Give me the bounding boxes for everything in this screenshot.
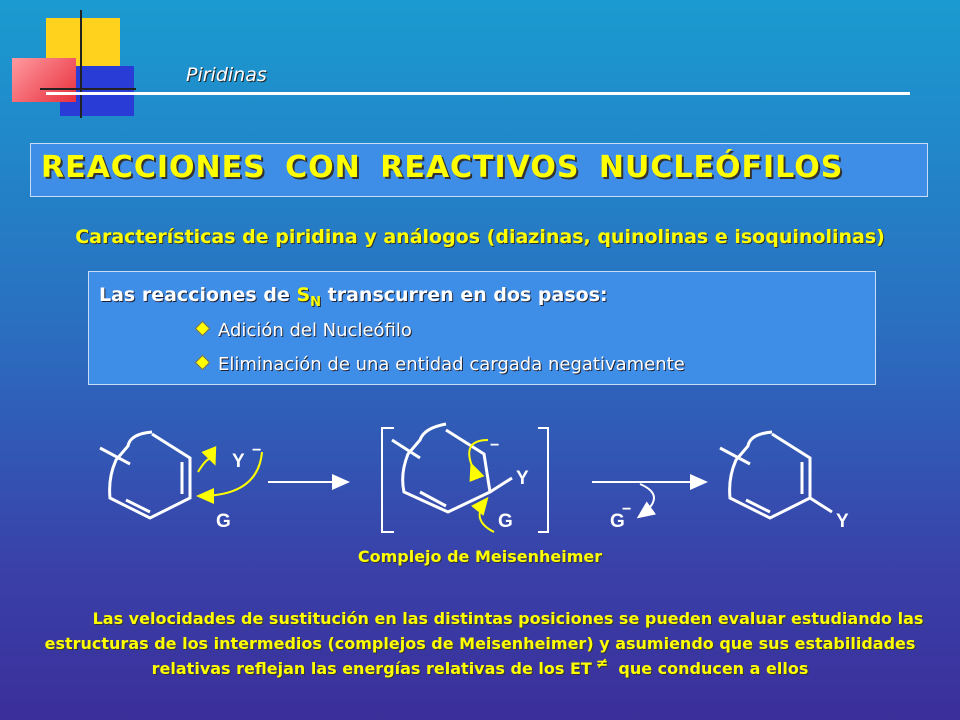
curved-arrow-leaving xyxy=(480,500,494,532)
product-substituent: Y xyxy=(836,511,849,532)
info-box xyxy=(88,271,876,385)
paragraph-line-1: Las velocidades de sustitución en las distintas posiciones se pueden evaluar estudiando las xyxy=(92,609,924,628)
decorative-logo xyxy=(0,0,140,120)
scheme-caption: Complejo de Meisenheimer xyxy=(357,547,603,566)
info-heading xyxy=(99,284,608,310)
expelled-ion-charge: − xyxy=(622,501,632,518)
diamond-bullet-icon xyxy=(195,321,211,337)
reactant-structure xyxy=(100,432,190,518)
reaction-scheme xyxy=(0,410,960,540)
reactant-leaving-group: G xyxy=(216,511,231,532)
bullet-text: Eliminación de una entidad cargada negativamente xyxy=(218,354,685,375)
header-divider xyxy=(46,92,910,95)
explanation-paragraph xyxy=(10,606,950,682)
intermediate-charge: − xyxy=(490,437,500,454)
bullet-text: Adición del Nucleófilo xyxy=(218,320,412,341)
slide-subtitle: Características de piridina y análogos (diazinas, quinolinas e isoquinolinas) xyxy=(75,226,885,248)
left-bracket xyxy=(382,428,394,532)
diamond-bullet-icon xyxy=(195,355,211,371)
title-banner xyxy=(30,143,928,197)
reactant-charge: − xyxy=(252,442,262,459)
bullet-item-elimination xyxy=(193,354,685,375)
bullet-item-addition xyxy=(193,320,412,341)
paragraph-line-3 xyxy=(10,656,950,682)
paragraph-line-3-post: que conducen a ellos xyxy=(618,659,809,678)
product-structure xyxy=(720,432,832,518)
sn-letter: S xyxy=(296,284,311,306)
sn-symbol xyxy=(296,284,322,310)
curved-arrow-expulsion xyxy=(640,484,654,516)
paragraph-line-3-pre: relativas reflejan las energías relativas de los ET xyxy=(151,659,592,678)
info-heading-pre: Las reacciones de xyxy=(99,284,297,306)
paragraph-line-2: estructuras de los intermedios (complejos de Meisenheimer) y asumiendo que sus estabilidades xyxy=(44,634,916,653)
info-heading-post: transcurren en dos pasos: xyxy=(321,284,608,306)
not-equal-symbol: ≠ xyxy=(595,654,609,672)
sn-subscript: N xyxy=(310,294,322,310)
intermediate-leaving: G xyxy=(498,511,513,532)
right-bracket xyxy=(538,428,548,532)
topic-label: Piridinas xyxy=(186,64,267,86)
reactant-nucleophile: Y xyxy=(232,451,245,472)
expelled-ion: G xyxy=(610,511,625,532)
curved-arrow-attack xyxy=(198,459,214,472)
intermediate-entering: Y xyxy=(516,468,529,489)
slide-title: REACCIONES CON REACTIVOS NUCLEÓFILOS xyxy=(41,150,844,185)
